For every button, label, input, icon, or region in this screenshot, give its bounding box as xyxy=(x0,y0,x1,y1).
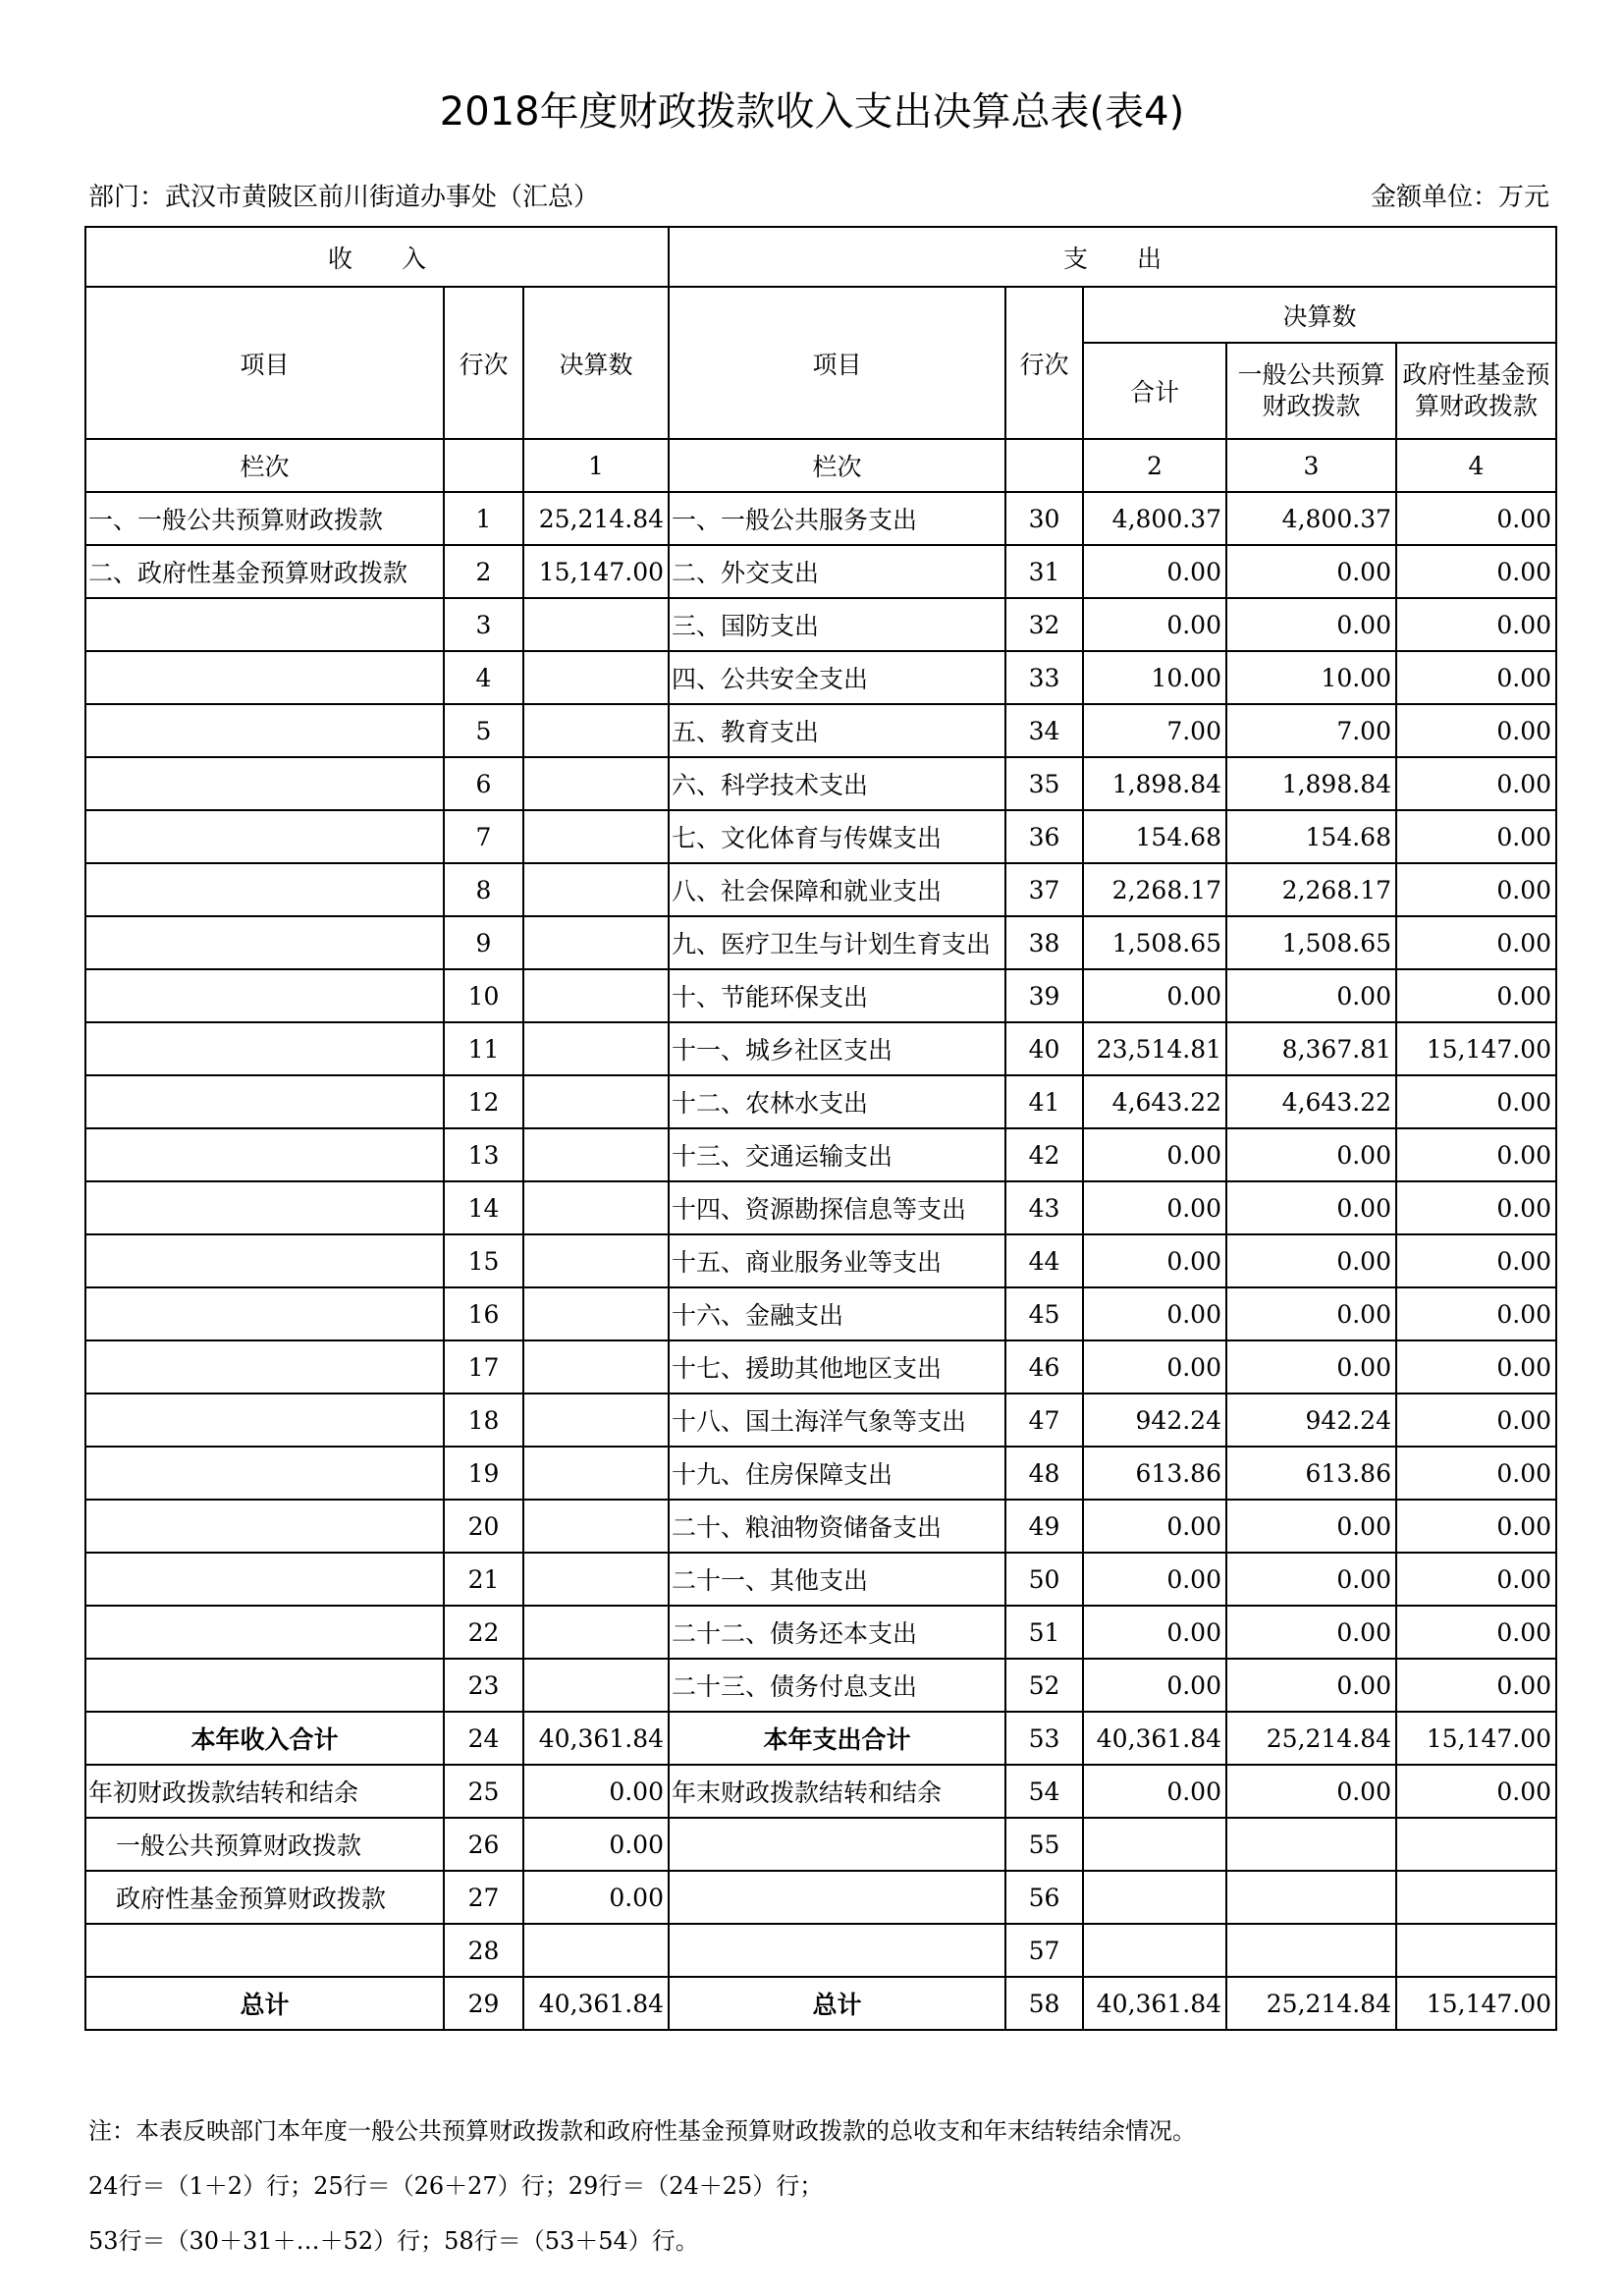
expense-fund-cell: 0.00 xyxy=(1396,492,1556,545)
department-label: 部门：武汉市黄陂区前川街道办事处（汇总） xyxy=(88,183,600,212)
expense-total-cell: 4,800.37 xyxy=(1083,492,1226,545)
income-line-cell: 13 xyxy=(444,1128,523,1181)
income-line-cell: 15 xyxy=(444,1234,523,1287)
expense-line-cell: 47 xyxy=(1005,1394,1083,1447)
note-line: 53行＝（30＋31＋…＋52）行；58行＝（53＋54）行。 xyxy=(88,2227,699,2255)
expense-line-cell: 36 xyxy=(1005,810,1083,863)
income-amount-cell xyxy=(523,704,669,757)
expense-line-cell: 31 xyxy=(1005,545,1083,598)
income-amount-cell xyxy=(523,1924,669,1977)
expense-item-cell: 十五、商业服务业等支出 xyxy=(669,1234,1005,1287)
income-amount-cell xyxy=(523,1181,669,1234)
income-item-cell: 一般公共预算财政拨款 xyxy=(85,1818,444,1871)
expense-line-cell: 57 xyxy=(1005,1924,1083,1977)
expense-line-cell: 53 xyxy=(1005,1712,1083,1765)
expense-total-cell xyxy=(1083,1818,1226,1871)
expense-item-cell: 八、社会保障和就业支出 xyxy=(669,863,1005,916)
expense-item-cell: 二十二、债务还本支出 xyxy=(669,1606,1005,1659)
table-row xyxy=(85,1394,1556,1447)
notes xyxy=(88,2104,1196,2269)
table-row xyxy=(85,1606,1556,1659)
income-item-header: 项目 xyxy=(85,287,444,439)
income-item-cell: 政府性基金预算财政拨款 xyxy=(85,1871,444,1924)
expense-general-cell: 154.68 xyxy=(1226,810,1396,863)
income-amount-cell: 0.00 xyxy=(523,1871,669,1924)
expense-fund-cell: 0.00 xyxy=(1396,1500,1556,1553)
expense-total-cell: 0.00 xyxy=(1083,1606,1226,1659)
income-line-cell: 5 xyxy=(444,704,523,757)
expense-line-cell: 48 xyxy=(1005,1447,1083,1500)
expense-fund-cell: 0.00 xyxy=(1396,1181,1556,1234)
expense-total-cell: 0.00 xyxy=(1083,1765,1226,1818)
income-item-cell xyxy=(85,1340,444,1394)
income-line-header: 行次 xyxy=(444,287,523,439)
table-row xyxy=(85,810,1556,863)
expense-general-cell: 0.00 xyxy=(1226,1234,1396,1287)
expense-fund-cell: 0.00 xyxy=(1396,545,1556,598)
expense-item-cell: 七、文化体育与传媒支出 xyxy=(669,810,1005,863)
expense-amount-header: 决算数 xyxy=(1083,287,1556,343)
expense-total-cell: 0.00 xyxy=(1083,1128,1226,1181)
expense-line-cell: 58 xyxy=(1005,1977,1083,2030)
income-item-cell xyxy=(85,1128,444,1181)
expense-fund-cell: 0.00 xyxy=(1396,1447,1556,1500)
expense-total-cell: 0.00 xyxy=(1083,1659,1226,1712)
expense-line-cell: 30 xyxy=(1005,492,1083,545)
expense-general-cell: 4,800.37 xyxy=(1226,492,1396,545)
expense-total-cell: 613.86 xyxy=(1083,1447,1226,1500)
expense-line-cell: 40 xyxy=(1005,1022,1083,1075)
expense-general-cell: 7.00 xyxy=(1226,704,1396,757)
expense-fund-cell: 0.00 xyxy=(1396,598,1556,651)
expense-line-cell: 55 xyxy=(1005,1818,1083,1871)
expense-fund-cell: 0.00 xyxy=(1396,1394,1556,1447)
income-line-cell: 25 xyxy=(444,1765,523,1818)
table-row xyxy=(85,1340,1556,1394)
table-row xyxy=(85,598,1556,651)
expense-fund-cell: 0.00 xyxy=(1396,810,1556,863)
income-amount-cell xyxy=(523,651,669,704)
expense-total-cell: 4,643.22 xyxy=(1083,1075,1226,1128)
expense-fund-cell: 15,147.00 xyxy=(1396,1022,1556,1075)
expense-total-cell: 1,898.84 xyxy=(1083,757,1226,810)
income-amount-cell xyxy=(523,1022,669,1075)
expense-total-cell: 0.00 xyxy=(1083,1287,1226,1340)
income-line-cell: 22 xyxy=(444,1606,523,1659)
expense-general-cell: 2,268.17 xyxy=(1226,863,1396,916)
expense-general-cell: 4,643.22 xyxy=(1226,1075,1396,1128)
expense-fund-cell: 0.00 xyxy=(1396,1128,1556,1181)
income-line-cell: 12 xyxy=(444,1075,523,1128)
expense-general-cell: 8,367.81 xyxy=(1226,1022,1396,1075)
expense-item-cell xyxy=(669,1871,1005,1924)
expense-fund-cell: 0.00 xyxy=(1396,651,1556,704)
expense-line-cell: 33 xyxy=(1005,651,1083,704)
expense-line-cell: 51 xyxy=(1005,1606,1083,1659)
table-row xyxy=(85,1500,1556,1553)
expense-line-cell: 52 xyxy=(1005,1659,1083,1712)
expense-line-cell: 49 xyxy=(1005,1500,1083,1553)
income-item-cell xyxy=(85,1553,444,1606)
column-label: 栏次 xyxy=(85,439,444,492)
income-line-cell: 19 xyxy=(444,1447,523,1500)
expense-item-header: 项目 xyxy=(669,287,1005,439)
expense-general-cell: 0.00 xyxy=(1226,598,1396,651)
total-header: 合计 xyxy=(1083,343,1226,439)
expense-total-cell: 0.00 xyxy=(1083,1500,1226,1553)
income-line-cell: 2 xyxy=(444,545,523,598)
income-amount-cell xyxy=(523,1394,669,1447)
table-row xyxy=(85,651,1556,704)
income-item-cell xyxy=(85,1234,444,1287)
income-header: 收 入 xyxy=(85,227,669,287)
expense-item-cell: 十四、资源勘探信息等支出 xyxy=(669,1181,1005,1234)
expense-total-cell: 154.68 xyxy=(1083,810,1226,863)
expense-general-cell: 0.00 xyxy=(1226,1181,1396,1234)
expense-total-cell: 0.00 xyxy=(1083,969,1226,1022)
expense-fund-cell: 0.00 xyxy=(1396,704,1556,757)
empty-cell xyxy=(444,439,523,492)
expense-fund-cell: 0.00 xyxy=(1396,916,1556,969)
income-amount-cell xyxy=(523,1447,669,1500)
column-number: 2 xyxy=(1083,439,1226,492)
income-item-cell: 年初财政拨款结转和结余 xyxy=(85,1765,444,1818)
income-line-cell: 24 xyxy=(444,1712,523,1765)
expense-item-cell: 四、公共安全支出 xyxy=(669,651,1005,704)
expense-item-cell: 二十三、债务付息支出 xyxy=(669,1659,1005,1712)
expense-fund-cell: 0.00 xyxy=(1396,757,1556,810)
expense-fund-cell: 0.00 xyxy=(1396,1606,1556,1659)
expense-item-cell: 十二、农林水支出 xyxy=(669,1075,1005,1128)
table-row xyxy=(85,1871,1556,1924)
expense-item-cell: 三、国防支出 xyxy=(669,598,1005,651)
expense-total-cell xyxy=(1083,1924,1226,1977)
expense-item-cell: 二、外交支出 xyxy=(669,545,1005,598)
income-line-cell: 3 xyxy=(444,598,523,651)
expense-fund-cell xyxy=(1396,1818,1556,1871)
expense-general-cell xyxy=(1226,1871,1396,1924)
expense-total-cell: 0.00 xyxy=(1083,1181,1226,1234)
income-item-cell xyxy=(85,1394,444,1447)
table-row xyxy=(85,1128,1556,1181)
expense-item-cell: 九、医疗卫生与计划生育支出 xyxy=(669,916,1005,969)
expense-fund-cell: 0.00 xyxy=(1396,1659,1556,1712)
expense-total-cell: 2,268.17 xyxy=(1083,863,1226,916)
expense-item-cell: 十七、援助其他地区支出 xyxy=(669,1340,1005,1394)
table-row xyxy=(85,1287,1556,1340)
expense-fund-cell: 15,147.00 xyxy=(1396,1712,1556,1765)
column-number: 1 xyxy=(523,439,669,492)
table-row xyxy=(85,1447,1556,1500)
table-row xyxy=(85,1818,1556,1871)
expense-total-cell: 40,361.84 xyxy=(1083,1977,1226,2030)
expense-general-cell xyxy=(1226,1818,1396,1871)
income-item-cell xyxy=(85,1447,444,1500)
expense-item-cell: 本年支出合计 xyxy=(669,1712,1005,1765)
expense-item-cell: 二十、粮油物资储备支出 xyxy=(669,1500,1005,1553)
expense-line-header: 行次 xyxy=(1005,287,1083,439)
expense-total-cell: 0.00 xyxy=(1083,1553,1226,1606)
expense-line-cell: 56 xyxy=(1005,1871,1083,1924)
expense-item-cell: 十三、交通运输支出 xyxy=(669,1128,1005,1181)
income-item-cell xyxy=(85,598,444,651)
expense-general-cell: 0.00 xyxy=(1226,1287,1396,1340)
income-amount-cell xyxy=(523,757,669,810)
expense-total-cell: 10.00 xyxy=(1083,651,1226,704)
income-amount-cell xyxy=(523,1128,669,1181)
column-label: 栏次 xyxy=(669,439,1005,492)
income-amount-cell: 0.00 xyxy=(523,1765,669,1818)
table-row xyxy=(85,704,1556,757)
column-number: 3 xyxy=(1226,439,1396,492)
table-row xyxy=(85,969,1556,1022)
expense-item-cell xyxy=(669,1924,1005,1977)
income-item-cell xyxy=(85,1606,444,1659)
expense-total-cell: 0.00 xyxy=(1083,598,1226,651)
income-line-cell: 17 xyxy=(444,1340,523,1394)
income-line-cell: 4 xyxy=(444,651,523,704)
expense-general-cell: 0.00 xyxy=(1226,1553,1396,1606)
income-amount-cell xyxy=(523,969,669,1022)
income-line-cell: 11 xyxy=(444,1022,523,1075)
income-line-cell: 23 xyxy=(444,1659,523,1712)
income-amount-cell xyxy=(523,1659,669,1712)
expense-total-cell: 7.00 xyxy=(1083,704,1226,757)
income-line-cell: 26 xyxy=(444,1818,523,1871)
expense-line-cell: 43 xyxy=(1005,1181,1083,1234)
income-amount-cell: 0.00 xyxy=(523,1818,669,1871)
table-row xyxy=(85,863,1556,916)
expense-general-cell: 613.86 xyxy=(1226,1447,1396,1500)
income-item-cell xyxy=(85,1500,444,1553)
table-row xyxy=(85,1977,1556,2030)
income-item-cell xyxy=(85,969,444,1022)
page-title: 2018年度财政拨款收入支出决算总表(表4) xyxy=(439,89,1185,135)
income-line-cell: 27 xyxy=(444,1871,523,1924)
expense-fund-cell: 0.00 xyxy=(1396,1075,1556,1128)
income-line-cell: 10 xyxy=(444,969,523,1022)
expense-item-cell: 十、节能环保支出 xyxy=(669,969,1005,1022)
expense-item-cell: 年末财政拨款结转和结余 xyxy=(669,1765,1005,1818)
table-row xyxy=(85,492,1556,545)
expense-general-cell: 25,214.84 xyxy=(1226,1712,1396,1765)
expense-fund-cell: 15,147.00 xyxy=(1396,1977,1556,2030)
expense-item-cell: 十六、金融支出 xyxy=(669,1287,1005,1340)
expense-general-cell: 1,508.65 xyxy=(1226,916,1396,969)
budget-table xyxy=(84,226,1557,2031)
expense-line-cell: 50 xyxy=(1005,1553,1083,1606)
income-item-cell: 二、政府性基金预算财政拨款 xyxy=(85,545,444,598)
expense-general-cell xyxy=(1226,1924,1396,1977)
expense-fund-cell: 0.00 xyxy=(1396,863,1556,916)
income-line-cell: 18 xyxy=(444,1394,523,1447)
table-row xyxy=(85,1712,1556,1765)
expense-item-cell: 六、科学技术支出 xyxy=(669,757,1005,810)
expense-fund-cell: 0.00 xyxy=(1396,1340,1556,1394)
expense-general-cell: 0.00 xyxy=(1226,1606,1396,1659)
expense-item-cell: 二十一、其他支出 xyxy=(669,1553,1005,1606)
income-amount-cell: 40,361.84 xyxy=(523,1977,669,2030)
income-amount-cell: 25,214.84 xyxy=(523,492,669,545)
expense-item-cell: 一、一般公共服务支出 xyxy=(669,492,1005,545)
expense-general-cell: 0.00 xyxy=(1226,969,1396,1022)
expense-item-cell: 十一、城乡社区支出 xyxy=(669,1022,1005,1075)
expense-line-cell: 42 xyxy=(1005,1128,1083,1181)
income-amount-cell xyxy=(523,1340,669,1394)
income-amount-cell xyxy=(523,1553,669,1606)
expense-general-cell: 25,214.84 xyxy=(1226,1977,1396,2030)
expense-fund-cell: 0.00 xyxy=(1396,1553,1556,1606)
income-line-cell: 28 xyxy=(444,1924,523,1977)
expense-total-cell: 1,508.65 xyxy=(1083,916,1226,969)
income-amount-cell: 15,147.00 xyxy=(523,545,669,598)
income-line-cell: 6 xyxy=(444,757,523,810)
income-amount-cell xyxy=(523,916,669,969)
income-item-cell: 本年收入合计 xyxy=(85,1712,444,1765)
expense-line-cell: 54 xyxy=(1005,1765,1083,1818)
expense-total-cell: 40,361.84 xyxy=(1083,1712,1226,1765)
expense-line-cell: 34 xyxy=(1005,704,1083,757)
income-item-cell xyxy=(85,757,444,810)
expense-line-cell: 38 xyxy=(1005,916,1083,969)
income-amount-cell xyxy=(523,863,669,916)
table-row xyxy=(85,545,1556,598)
expense-line-cell: 46 xyxy=(1005,1340,1083,1394)
income-amount-cell xyxy=(523,810,669,863)
income-line-cell: 20 xyxy=(444,1500,523,1553)
income-line-cell: 16 xyxy=(444,1287,523,1340)
income-item-cell xyxy=(85,810,444,863)
income-amount-header: 决算数 xyxy=(523,287,669,439)
income-line-cell: 29 xyxy=(444,1977,523,2030)
income-line-cell: 9 xyxy=(444,916,523,969)
expense-total-cell: 23,514.81 xyxy=(1083,1022,1226,1075)
income-item-cell xyxy=(85,916,444,969)
income-line-cell: 1 xyxy=(444,492,523,545)
income-item-cell xyxy=(85,1075,444,1128)
expense-general-cell: 0.00 xyxy=(1226,1659,1396,1712)
expense-general-cell: 0.00 xyxy=(1226,545,1396,598)
expense-item-cell: 总计 xyxy=(669,1977,1005,2030)
income-line-cell: 21 xyxy=(444,1553,523,1606)
expense-line-cell: 44 xyxy=(1005,1234,1083,1287)
column-number: 4 xyxy=(1396,439,1556,492)
table-row xyxy=(85,1765,1556,1818)
expense-fund-cell: 0.00 xyxy=(1396,969,1556,1022)
table-row xyxy=(85,1924,1556,1977)
income-line-cell: 14 xyxy=(444,1181,523,1234)
income-item-cell xyxy=(85,704,444,757)
table-row xyxy=(85,1075,1556,1128)
income-amount-cell: 40,361.84 xyxy=(523,1712,669,1765)
expense-line-cell: 41 xyxy=(1005,1075,1083,1128)
income-amount-cell xyxy=(523,598,669,651)
expense-total-cell: 0.00 xyxy=(1083,545,1226,598)
fund-budget-header: 政府性基金预算财政拨款 xyxy=(1396,343,1556,439)
income-amount-cell xyxy=(523,1287,669,1340)
income-amount-cell xyxy=(523,1606,669,1659)
note-line: 24行＝（1＋2）行；25行＝（26＋27）行；29行＝（24＋25）行； xyxy=(88,2172,824,2200)
income-amount-cell xyxy=(523,1075,669,1128)
expense-fund-cell xyxy=(1396,1924,1556,1977)
unit-label: 金额单位：万元 xyxy=(1370,183,1549,212)
expense-item-cell: 五、教育支出 xyxy=(669,704,1005,757)
table-row xyxy=(85,1553,1556,1606)
expense-item-cell: 十八、国土海洋气象等支出 xyxy=(669,1394,1005,1447)
expense-total-cell: 0.00 xyxy=(1083,1234,1226,1287)
income-line-cell: 8 xyxy=(444,863,523,916)
income-item-cell: 一、一般公共预算财政拨款 xyxy=(85,492,444,545)
expense-total-cell xyxy=(1083,1871,1226,1924)
expense-general-cell: 0.00 xyxy=(1226,1128,1396,1181)
income-item-cell xyxy=(85,1022,444,1075)
expense-line-cell: 32 xyxy=(1005,598,1083,651)
income-item-cell xyxy=(85,1659,444,1712)
expense-general-cell: 0.00 xyxy=(1226,1500,1396,1553)
income-item-cell xyxy=(85,651,444,704)
table-row xyxy=(85,1022,1556,1075)
expense-general-cell: 942.24 xyxy=(1226,1394,1396,1447)
table-row xyxy=(85,1659,1556,1712)
income-item-cell xyxy=(85,1924,444,1977)
expense-item-cell xyxy=(669,1818,1005,1871)
income-item-cell xyxy=(85,1181,444,1234)
expense-general-cell: 1,898.84 xyxy=(1226,757,1396,810)
expense-general-cell: 0.00 xyxy=(1226,1340,1396,1394)
expense-line-cell: 35 xyxy=(1005,757,1083,810)
expense-total-cell: 942.24 xyxy=(1083,1394,1226,1447)
income-item-cell: 总计 xyxy=(85,1977,444,2030)
income-item-cell xyxy=(85,1287,444,1340)
general-budget-header: 一般公共预算财政拨款 xyxy=(1226,343,1396,439)
expense-line-cell: 45 xyxy=(1005,1287,1083,1340)
expense-fund-cell: 0.00 xyxy=(1396,1287,1556,1340)
expense-fund-cell xyxy=(1396,1871,1556,1924)
income-amount-cell xyxy=(523,1500,669,1553)
expense-total-cell: 0.00 xyxy=(1083,1340,1226,1394)
income-amount-cell xyxy=(523,1234,669,1287)
expense-fund-cell: 0.00 xyxy=(1396,1234,1556,1287)
expense-line-cell: 37 xyxy=(1005,863,1083,916)
empty-cell xyxy=(1005,439,1083,492)
table-row xyxy=(85,757,1556,810)
expense-general-cell: 10.00 xyxy=(1226,651,1396,704)
expense-line-cell: 39 xyxy=(1005,969,1083,1022)
expense-item-cell: 十九、住房保障支出 xyxy=(669,1447,1005,1500)
table-row xyxy=(85,1181,1556,1234)
income-line-cell: 7 xyxy=(444,810,523,863)
table-row xyxy=(85,1234,1556,1287)
expense-general-cell: 0.00 xyxy=(1226,1765,1396,1818)
income-item-cell xyxy=(85,863,444,916)
expense-fund-cell: 0.00 xyxy=(1396,1765,1556,1818)
table-row xyxy=(85,916,1556,969)
note-line: 注：本表反映部门本年度一般公共预算财政拨款和政府性基金预算财政拨款的总收支和年末结转结余情况。 xyxy=(88,2117,1196,2145)
expense-header: 支 出 xyxy=(669,227,1556,287)
